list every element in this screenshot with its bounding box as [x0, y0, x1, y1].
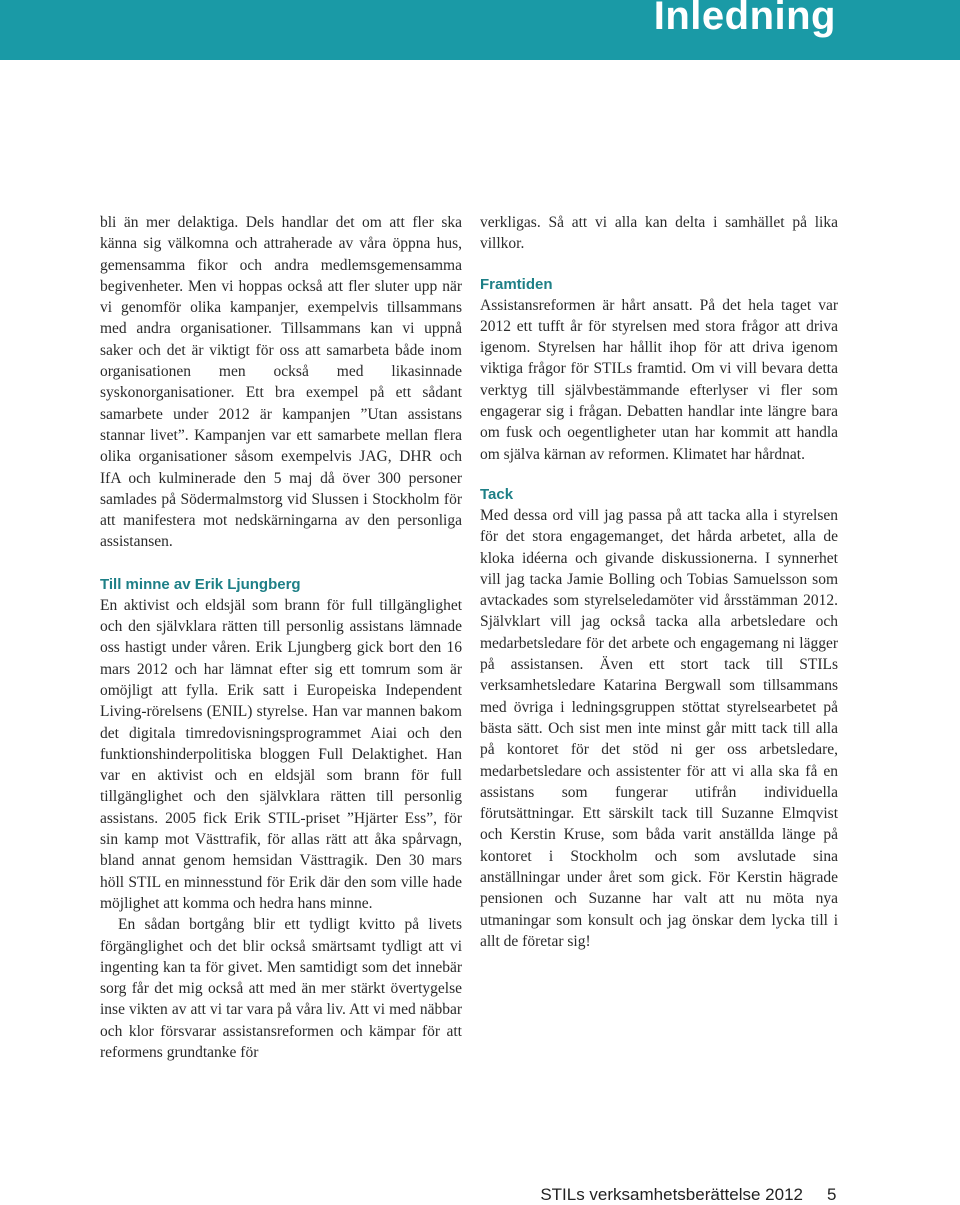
body-paragraph: Assistansreformen är hårt ansatt. På det hela taget var 2012 ett tufft år för styrelsen med stora frågor att driva igenom. Styrelsen har hållit ihop för att driva igenom viktiga frågor för STILs framtid. Om vi vill bevara detta verktyg till självbestämmande efterlyser vi fler som engagerar sig i frågan. Debatten handlar inte längre bara om fusk och oegentligheter utan har kommit att handla om själva kärnan av reformen. Klimatet har hårdnat.: [480, 296, 838, 463]
body-paragraph: verkligas. Så att vi alla kan delta i samhället på lika villkor.: [480, 214, 838, 253]
section-heading-memorial: Till minne av Erik Ljungberg: [100, 575, 301, 593]
body-paragraph: En sådan bortgång blir ett tydligt kvitto på livets förgänglighet och det blir också smärtsamt tydligt att vi ingenting kan ta för givet. Men samtidigt som det innebär sorg får det mig också att med än mer stärkt övertygelse inse vikten av att vi tar vara på våra liv. Att vi med näbbar och klor försvarar assistansreformen och kämpar för att reformens grundtanke för: [100, 916, 462, 1061]
section-heading-future: Framtiden: [480, 275, 553, 293]
header-banner: [0, 0, 960, 60]
section-heading-thanks: Tack: [480, 485, 514, 503]
body-paragraph: bli än mer delaktiga. Dels handlar det om att fler ska känna sig välkomna och attraherade av våra öppna hus, gemensamma fikor och andra medlemsgemensamma begivenheter. Men vi hoppas också att fler sluter upp när vi genomför olika kampanjer, exempelvis tillsammans med andra organisationer. Tillsammans kan vi uppnå saker och det är viktigt för oss att samarbeta både inom organisationen men också med likasinnade syskonorganisationer. Ett bra exempel på ett sådant samarbete under 2012 är kampanjen ”Utan assistans stannar livet”. Kampanjen var ett samarbete mellan flera olika organisationer såsom exempelvis JAG, DHR och IfA och kulminerade den 5 maj då över 300 personer samlades på Södermalmstorg vid Slussen i Stockholm för att manifestera mot nedskärningarna av den personliga assistansen.: [100, 214, 462, 551]
left-column: [100, 212, 462, 1063]
footer-publication-title: STILs verksamhetsberättelse 2012: [540, 1185, 803, 1204]
right-column: [480, 212, 838, 952]
page-title: Inledning: [653, 0, 836, 38]
body-paragraph: En aktivist och eldsjäl som brann för full tillgänglighet och den självklara rätten till personlig assistans lämnade oss hastigt under våren. Erik Ljungberg gick bort den 16 mars 2012 och har lämnat efter sig ett tomrum som är omöjligt att fylla. Erik satt i Europeiska Independent Living-rörelsens (ENIL) styrelse. Han var mannen bakom det digitala timredovisningsprogrammet Aiai och den funktionshinderpolitiska bloggen Full Delaktighet. Han var en aktivist och en eldsjäl som brann för full tillgänglighet och den självklara rätten till personlig assistans. 2005 fick Erik STIL-priset ”Hjärter Ess”, för sin kamp mot Västtrafik, för allas rätt att åka spårvagn, bland annat genom hemsidan Västtragik. Den 30 mars höll STIL en minnesstund för Erik där den som ville hade möjlighet att komma och hedra hans minne.: [100, 596, 462, 912]
page-number: 5: [827, 1185, 837, 1204]
body-paragraph: Med dessa ord vill jag passa på att tacka alla i styrelsen för det stora engagemanget, det hårda arbetet, alla de kloka idéerna och givande diskussionerna. I synnerhet vill jag tacka Jamie Bolling och Tobias Samuelsson som avtackades som styrelseledamöter vid årsstämman 2012. Självklart vill jag också tacka alla arbetsledare och medarbetsledare för det arbete och engagemang ni lägger på assistansen. Även ett stort tack till STILs verksamhetsledare Katarina Bergwall som tillsammans med övriga i ledningsgruppen stöttat styrelsearbetet på bästa sätt. Och sist men inte minst går mitt tack till alla på kontoret för det stöd ni ger oss arbetsledare, medarbetsledare och assistenter för att vi alla ska få en assistans som fungerar utifrån individuella förutsättningar. Ett särskilt tack till Suzanne Elmqvist och Kerstin Kruse, som båda varit anställda länge på kontoret i Stockholm och som avslutade sina anställningar under året som gick. För Kerstin hägrade pensionen och Suzanne har valt att nu möta nya utmaningar som konsult och jag önskar dem lycka till i allt de företar sig!: [480, 506, 838, 950]
